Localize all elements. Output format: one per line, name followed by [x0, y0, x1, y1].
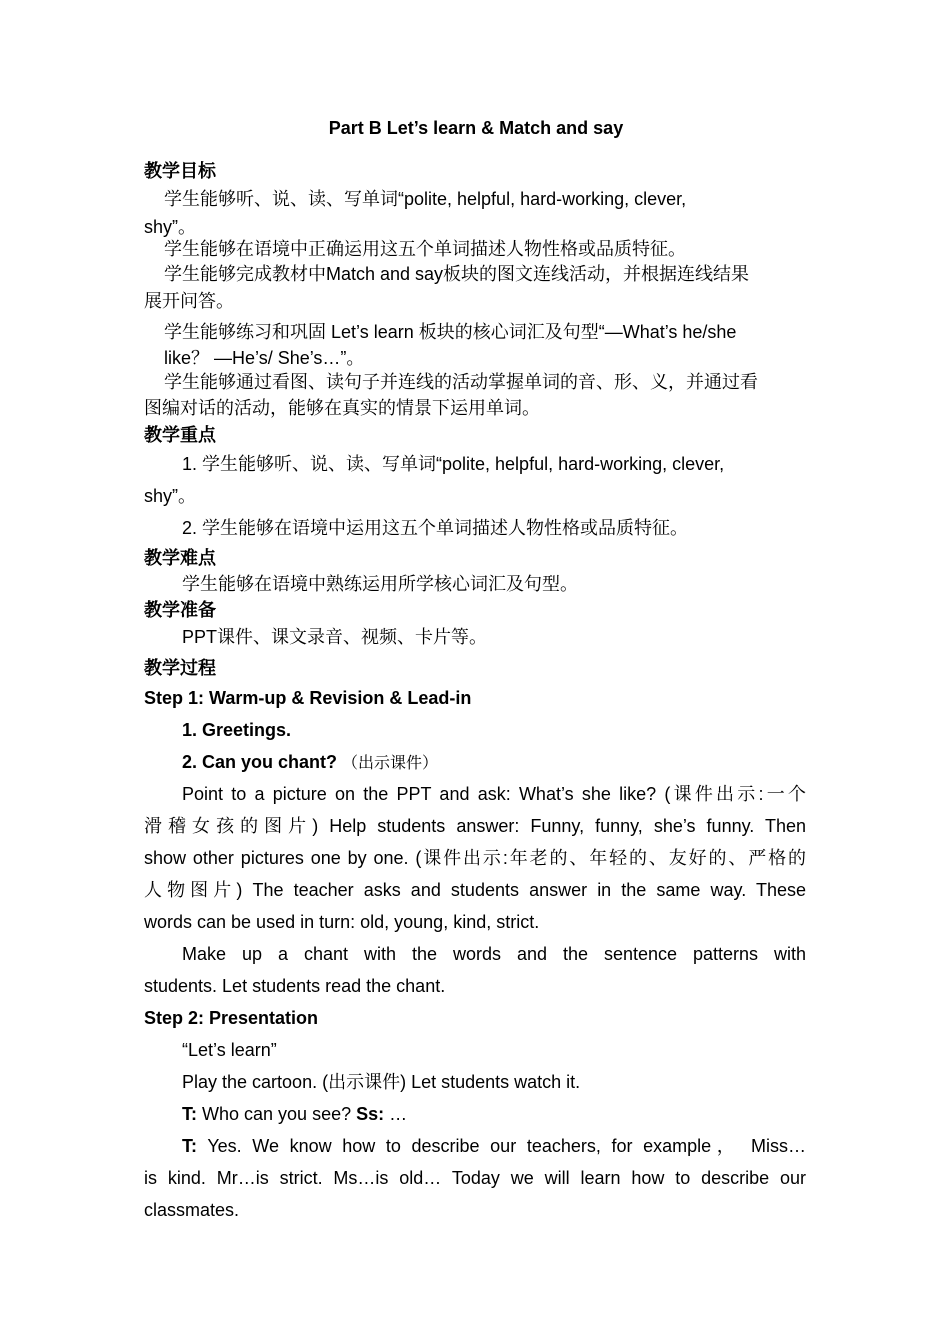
process-heading: 教学过程	[144, 658, 216, 678]
key-points-line: 1. 学生能够听、说、读、写单词“polite, helpful, hard-working, clever,	[182, 454, 725, 474]
chant-label: 2. Can you chant?	[182, 752, 338, 772]
objectives-line: 学生能够听、说、读、写单词“polite, helpful, hard-working, clever,	[164, 189, 687, 209]
key-points-line: shy”。	[144, 486, 197, 506]
difficulties-heading: 教学难点	[144, 548, 216, 568]
step1-para1-line: 滑稽女孩的图片) Help students answer: Funny, funny, she’s funny. Then	[144, 816, 806, 836]
students-answer: …	[389, 1104, 408, 1124]
page-title: Part B Let’s learn & Match and say	[328, 118, 624, 138]
step2-para3-line: classmates.	[144, 1200, 240, 1220]
objectives-line: 学生能够完成教材中Match and say板块的图文连线活动，并根据连线结果	[164, 264, 750, 284]
step1-item-greetings: 1. Greetings.	[182, 720, 292, 740]
key-points-line: 2. 学生能够在语境中运用这五个单词描述人物性格或品质特征。	[182, 518, 689, 538]
step1-para2-line: Make up a chant with the words and the sentence patterns with	[182, 944, 806, 964]
step2-lets-learn: “Let’s learn”	[182, 1040, 277, 1060]
objectives-line: 展开问答。	[144, 291, 234, 311]
step1-para1-line: 人物图片) The teacher asks and students answer in the same way. These	[144, 880, 806, 900]
students-label: Ss:	[356, 1104, 385, 1124]
chant-note: （出示课件）	[342, 753, 439, 772]
objectives-heading: 教学目标	[144, 161, 216, 181]
objectives-line: shy”。	[144, 217, 197, 237]
teacher-question: Who can you see?	[202, 1104, 352, 1124]
objectives-line: 学生能够通过看图、读句子并连线的活动掌握单词的音、形、义，并通过看	[164, 372, 758, 392]
dialogue-line	[182, 1102, 407, 1126]
step1-title: Step 1: Warm-up & Revision & Lead-in	[144, 688, 472, 708]
step1-para1-line: words can be used in turn: old, young, kind, strict.	[144, 912, 540, 932]
difficulties-line: 学生能够在语境中熟练运用所学核心词汇及句型。	[182, 574, 578, 594]
objectives-line: like？ —He’s/ She’s…”。	[164, 348, 365, 368]
preparation-line: PPT课件、课文录音、视频、卡片等。	[182, 627, 488, 647]
step2-play: Play the cartoon. (出示课件) Let students watch it.	[182, 1072, 581, 1092]
teacher-label: T:	[182, 1104, 197, 1124]
step1-para2-line: students. Let students read the chant.	[144, 976, 446, 996]
teacher-label: T:	[182, 1136, 197, 1156]
objectives-line: 图编对话的活动，能够在真实的情景下运用单词。	[144, 398, 540, 418]
step1-para1-line: show other pictures one by one. (课件出示:年老的、年轻的、友好的、严格的	[144, 848, 806, 868]
objectives-line: 学生能够在语境中正确运用这五个单词描述人物性格或品质特征。	[164, 239, 686, 259]
step1-item-chant	[182, 750, 438, 775]
objectives-line: 学生能够练习和巩固 Let’s learn 板块的核心词汇及句型“—What’s he/she	[164, 322, 737, 342]
key-points-heading: 教学重点	[144, 425, 216, 445]
dialogue-line	[182, 1134, 806, 1158]
step1-para1-line: Point to a picture on the PPT and ask: What’s she like? (课件出示:一个	[182, 784, 806, 804]
teacher-statement: Yes. We know how to describe our teachers, for example， Miss…	[207, 1136, 806, 1156]
step2-title: Step 2: Presentation	[144, 1008, 319, 1028]
preparation-heading: 教学准备	[144, 600, 216, 620]
step2-para3-line: is kind. Mr…is strict. Ms…is old… Today we will learn how to describe our	[144, 1168, 806, 1188]
